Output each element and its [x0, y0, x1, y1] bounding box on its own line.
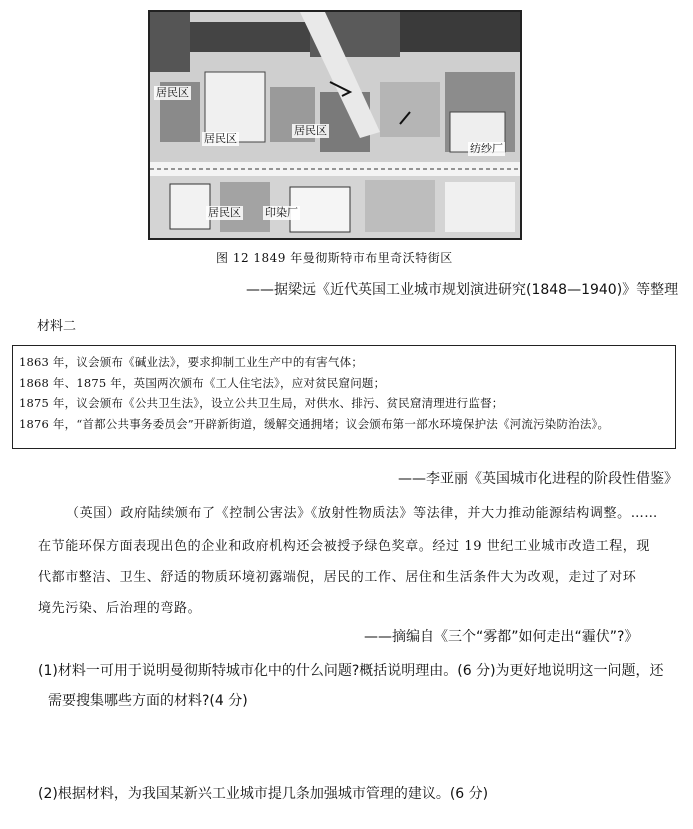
map-label-residential-2: 居民区 [204, 132, 237, 145]
question-2: (2)根据材料，为我国某新兴工业城市提几条加强城市管理的建议。(6 分) [38, 786, 489, 802]
material3-line: 境先污染、后治理的弯路。 [38, 601, 202, 616]
map-label-dye-works: 印染厂 [265, 206, 298, 219]
material3-line: （英国）政府陆续颁布了《控制公害法》《放射性物质法》等法律，并大力推动能源结构调整。…… [66, 506, 658, 521]
material2-line: 1868 年、1875 年，英国两次颁布《工人住宅法》，应对贫民窟问题； [19, 375, 386, 390]
map-figure [148, 10, 522, 240]
material2-line: 1876 年，“首都公共事务委员会”开辟新街道，缓解交通拥堵；议会颁布第一部水环境保护法《河流污染防治法》。 [19, 416, 610, 431]
material3-line: 代都市整洁、卫生、舒适的物质环境初露端倪，居民的工作、居住和生活条件大为改观，走过了对环 [38, 570, 637, 585]
map-label-spinning-mill: 纺纱厂 [470, 142, 503, 155]
map-label-residential-4: 居民区 [208, 206, 241, 219]
question-1-line-2: 需要搜集哪些方面的材料?(4 分) [48, 693, 248, 709]
map-label-residential-3: 居民区 [294, 124, 327, 137]
material2-box [12, 345, 676, 449]
map-image [150, 12, 520, 238]
map-label-residential-1: 居民区 [156, 86, 189, 99]
material3-source: ——摘编自《三个“雾都”如何走出“霾伏”?》 [364, 629, 639, 645]
material1-source: ——据梁远《近代英国工业城市规划演进研究(1848—1940)》等整理 [246, 282, 679, 298]
material2-line: 1875 年，议会颁布《公共卫生法》，设立公共卫生局，对供水、排污、贫民窟清理进行监督； [19, 396, 504, 410]
material2-line: 1863 年，议会颁布《碱业法》，要求抑制工业生产中的有害气体； [19, 355, 364, 369]
material2-source: ——李亚丽《英国城市化进程的阶段性借鉴》 [398, 471, 678, 487]
question-1-line-1: (1)材料一可用于说明曼彻斯特城市化中的什么问题?概括说明理由。(6 分)为更好地说明这一问题，还 [38, 663, 664, 679]
material2-title: 材料二 [37, 319, 77, 334]
figure-caption: 图 12 1849 年曼彻斯特市布里奇沃特街区 [216, 251, 453, 265]
material3-line: 在节能环保方面表现出色的企业和政府机构还会被授予绿色奖章。经过 19 世纪工业城市改造工程，现 [38, 539, 651, 554]
